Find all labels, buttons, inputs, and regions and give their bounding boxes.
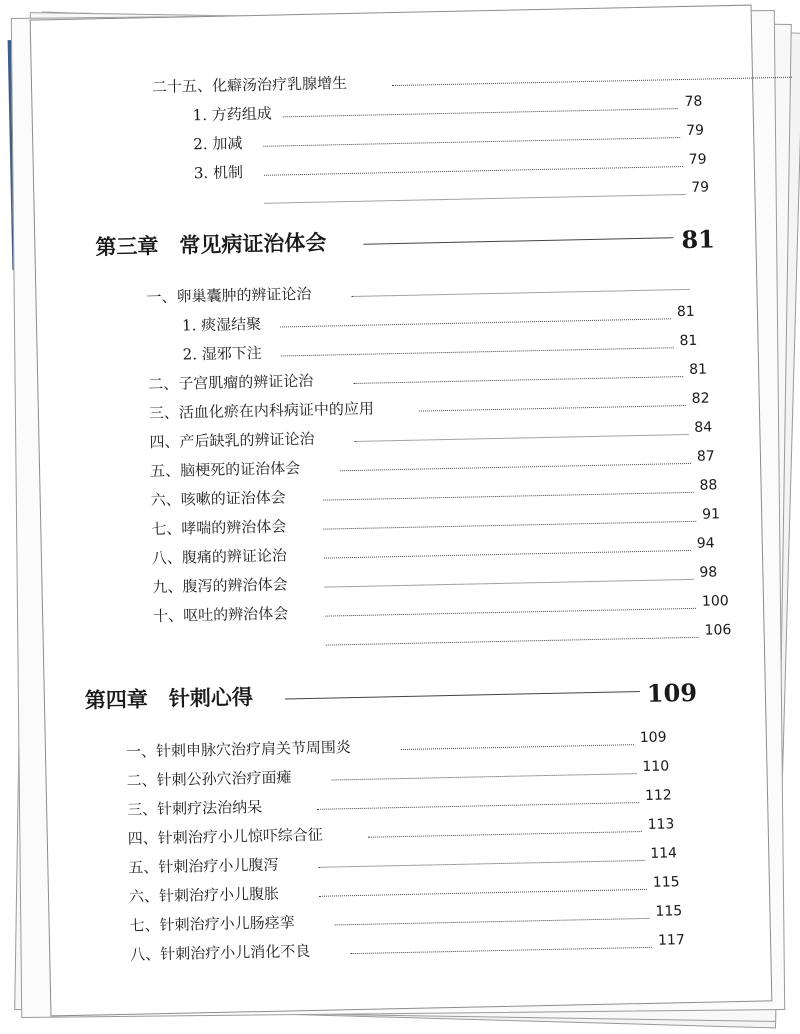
leader-dots: [340, 463, 691, 471]
page-number: 115: [652, 874, 680, 891]
leader-dots: [325, 579, 694, 588]
leader-dots: [392, 77, 792, 86]
page-number: 106: [704, 622, 732, 639]
toc-entry-label: 3. 机制: [193, 163, 244, 183]
toc-entry-label: 八、针刺治疗小儿消化不良: [130, 941, 311, 964]
page-number: 78: [684, 93, 703, 110]
leader-dots: [319, 889, 647, 897]
toc-entry-label: 七、哮喘的辨治体会: [151, 517, 287, 539]
toc-entry-label: 五、脑梗死的证治体会: [149, 459, 301, 481]
toc-entry-label: 二十五、化癖汤治疗乳腺增生: [151, 74, 348, 97]
leader-dots: [264, 166, 683, 176]
chapter-page-number: 81: [681, 224, 716, 255]
toc-entry-label: 四、针刺治疗小儿惊吓综合征: [127, 825, 323, 848]
page-number: 81: [688, 361, 708, 378]
toc-entry-label: 二、针刺公孙穴治疗面瘫: [126, 768, 292, 790]
toc-entry-label: 六、咳嗽的证治体会: [150, 488, 286, 510]
leader-dots: [318, 860, 644, 868]
leader-dots: [351, 289, 689, 297]
chapter-page-number: 109: [646, 677, 698, 708]
toc-entry-label: 八、腹痛的辨证论治: [151, 546, 288, 568]
leader-dots: [323, 492, 694, 501]
page-number: 82: [691, 390, 710, 407]
toc-entry-label: 十、呕吐的辨治体会: [152, 604, 289, 626]
leader-dots: [324, 550, 691, 559]
toc-entry-label: 五、针刺治疗小儿腹泻: [128, 855, 279, 877]
toc-entry-label: 1. 痰湿结聚: [181, 314, 262, 335]
chapter-title: 第四章 针刺心得: [84, 684, 254, 713]
leader-dots: [335, 918, 650, 926]
page-number: 79: [688, 151, 707, 168]
page-number: 113: [647, 816, 675, 833]
leader-dots: [326, 637, 699, 646]
leader-dots: [281, 347, 674, 356]
toc-entry-label: 三、活血化瘀在内科病证中的应用: [148, 399, 375, 423]
toc-entry-label: 一、卵巢囊肿的辨证论治: [146, 284, 312, 307]
toc-entry-label: 二、子宫肌瘤的辨证论治: [148, 371, 314, 394]
chapter-title: 第三章 常见病证治体会: [95, 229, 327, 260]
leader-dots: [355, 434, 689, 442]
page-number: 88: [699, 477, 718, 494]
toc-entry-label: 三、针刺疗法治纳呆: [127, 797, 263, 819]
leader-dots: [317, 802, 639, 810]
leader-line: [363, 237, 673, 244]
page-number: 98: [699, 564, 718, 581]
toc-entry-label: 九、腹泻的辨治体会: [152, 575, 288, 597]
toc-entry-label: 七、针刺治疗小儿肠痉挛: [129, 913, 295, 935]
leader-dots: [265, 194, 686, 204]
toc-entry-label: 1. 方药组成: [192, 104, 272, 125]
page-number: 94: [696, 535, 715, 552]
leader-dots: [283, 108, 678, 117]
leader-dots: [323, 521, 696, 530]
leader-dots: [353, 376, 683, 384]
toc-entry-label: 2. 湿邪下注: [182, 343, 262, 364]
leader-dots: [332, 773, 637, 780]
leader-dots: [368, 831, 642, 838]
page-number: 91: [701, 506, 721, 523]
page-number: 112: [644, 787, 672, 804]
page-number: 100: [701, 593, 729, 610]
page-number: 117: [657, 932, 685, 949]
page-number: 115: [655, 903, 683, 920]
toc-entry-label: 六、针刺治疗小儿腹胀: [128, 884, 280, 906]
leader-dots: [401, 744, 634, 750]
page-number: 81: [676, 303, 695, 321]
toc-entry-label: 四、产后缺乳的辨证论治: [149, 429, 315, 452]
leader-dots: [419, 405, 686, 412]
page-number: 84: [694, 419, 713, 436]
leader-dots: [263, 137, 680, 147]
leader-dots: [280, 318, 671, 327]
page-number: 87: [696, 448, 715, 465]
page-number: 81: [679, 332, 698, 350]
toc-entry-label: 2. 加减: [193, 134, 243, 154]
leader-line: [285, 691, 640, 699]
toc-page: [30, 5, 773, 1017]
page-number: 109: [639, 729, 667, 747]
page-number: 79: [685, 122, 705, 139]
page-number: 79: [691, 179, 710, 196]
toc-entry-label: 一、针刺申脉穴治疗肩关节周围炎: [125, 738, 352, 761]
leader-dots: [350, 947, 652, 954]
page-number: 114: [650, 845, 678, 862]
page-number: 110: [642, 758, 670, 775]
leader-dots: [325, 608, 696, 617]
